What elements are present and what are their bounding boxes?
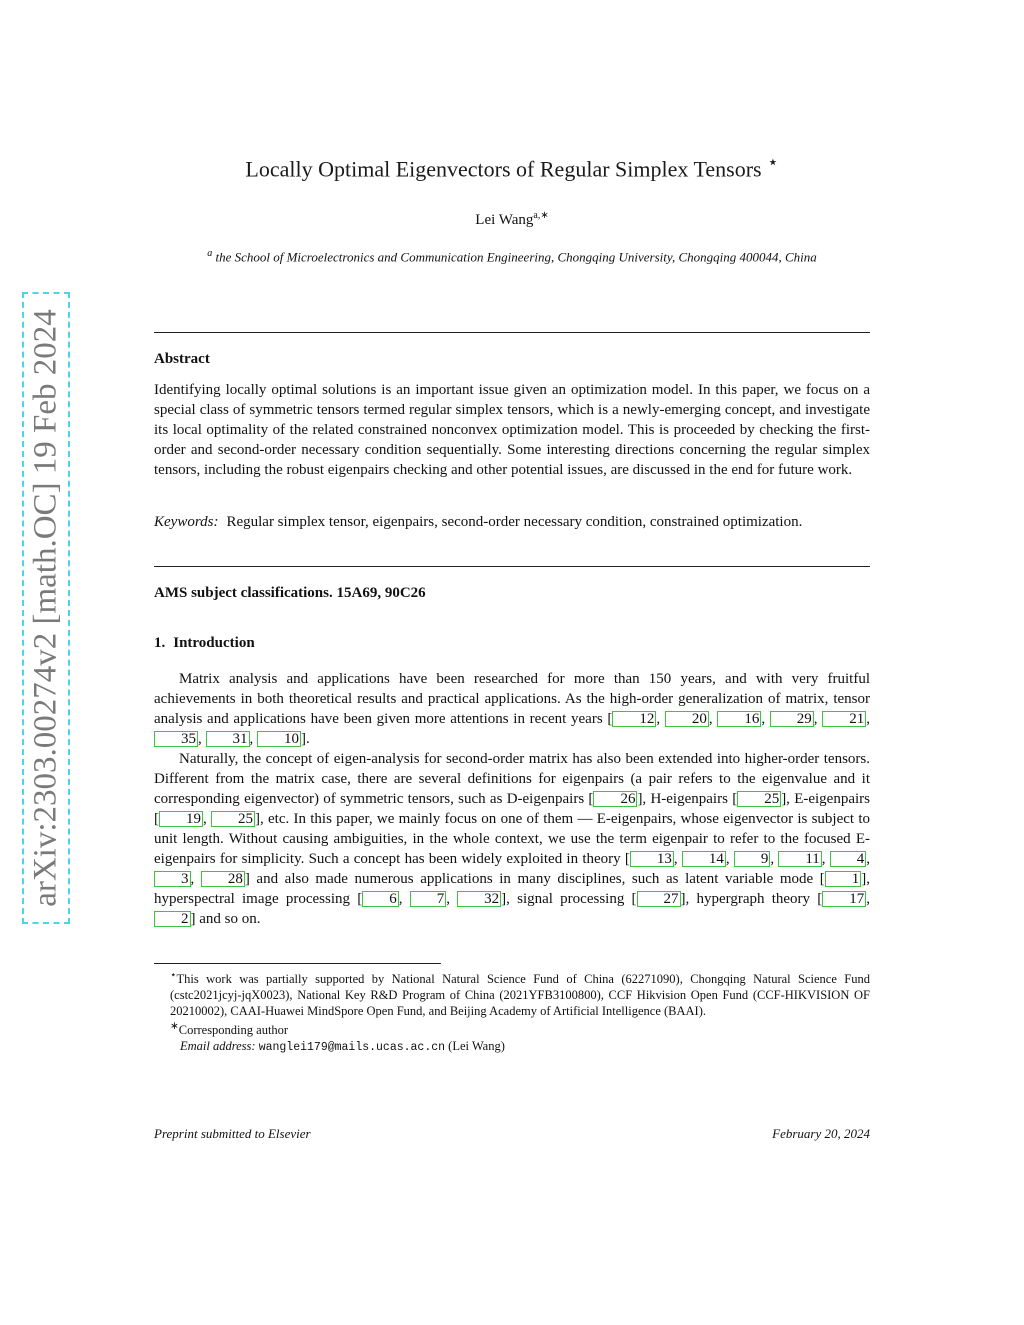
divider-top xyxy=(154,332,870,333)
citation-link[interactable]: 12 xyxy=(612,711,656,727)
citation-link[interactable]: 19 xyxy=(159,811,203,827)
abstract-text: Identifying locally optimal solutions is an important issue given an optimization model. In this paper, we focus on a special class of symmetric tensors termed regular simplex tensors, which is a newly-emerging concept, and investigate its local optimality of the related constrained nonconvex optimization model. This is proceeded by checking the first-order and second-order necessary condition sequentially. Some interesting directions concerning the regular simplex tensors, including the robust eigenpairs checking and other potential issues, are discussed in the end for future work. xyxy=(154,382,870,478)
affiliation-mark: a xyxy=(207,248,213,259)
citation-link[interactable]: 16 xyxy=(717,711,761,727)
citation-link[interactable]: 4 xyxy=(830,851,867,867)
corresponding-text: Corresponding author xyxy=(178,1023,289,1038)
email-link[interactable]: wanglei179@mails.ucas.ac.cn xyxy=(258,1041,446,1055)
citation-link[interactable]: 31 xyxy=(206,731,250,747)
citation-link[interactable]: 28 xyxy=(201,871,245,887)
paragraph-text: ], hyperspectral image processing [ xyxy=(154,871,871,907)
paragraph-text: ] and so on. xyxy=(190,911,261,927)
citation-link[interactable]: 6 xyxy=(362,891,399,907)
section-number: 1. xyxy=(154,635,166,651)
email-footnote xyxy=(154,1038,870,1056)
paragraph-text: Matrix analysis and applications have been researched for more than 150 years, and with very fruitful achievements in both theoretical results and practical applications. As the high-order generalization of matrix, tensor analysis and applications have been given more attentions in recent years [ xyxy=(154,671,870,727)
paragraph-1 xyxy=(154,669,870,749)
footnote-rule xyxy=(154,963,441,964)
abstract-heading: Abstract xyxy=(154,351,210,367)
paragraph-text: ], signal processing [ xyxy=(501,891,637,907)
paragraph-text: ]. xyxy=(301,731,310,747)
citation-link[interactable]: 20 xyxy=(665,711,709,727)
keywords xyxy=(154,512,870,532)
funding-text: This work was partially supported by National Natural Science Fund of China (62271090), Chongqing Natural Science Fund (cstc2021jcyj-jqX0023), National Key R&D Program of China (2021YFB3100800), CCF Hikvision Open Fund (CCF-HIKVISION OF 20210002), CAAI-Huawei MindSpore Open Fund, and Beijing Academy of Artificial Intelligence (BAAI). xyxy=(170,972,870,1019)
citation-link[interactable]: 10 xyxy=(257,731,301,747)
author-marks: a,∗ xyxy=(533,210,549,221)
footer-preprint-note: Preprint submitted to Elsevier xyxy=(154,1126,311,1141)
paragraph-text: ], etc. In this paper, we mainly focus on one of them — E-eigenpairs, whose eigenvector is subject to unit length. Without causing ambiguities, in the whole context, we use the term eigenpair to refer to the focused E-eigenpairs for simplicity. Such a concept has been widely exploited in theory [ xyxy=(154,811,871,867)
paragraph-text: ], hypergraph theory [ xyxy=(680,891,823,907)
corresponding-footnote xyxy=(154,1019,870,1038)
author-name: Lei Wang xyxy=(475,212,534,228)
title-text: Locally Optimal Eigenvectors of Regular Simplex Tensors xyxy=(245,156,762,182)
citation-group: 19 , 25 xyxy=(159,811,255,827)
citation-group: 17 , 2 xyxy=(154,891,870,927)
paragraph-text: ], E-eigenpairs [ xyxy=(154,791,870,827)
paragraph-text: ], H-eigenpairs [ xyxy=(637,791,738,807)
citation-link[interactable]: 27 xyxy=(637,891,681,907)
citation-link[interactable]: 3 xyxy=(154,871,191,887)
title-footnote-mark: ⋆ xyxy=(767,152,779,172)
divider-bottom xyxy=(154,566,870,567)
citation-link[interactable]: 17 xyxy=(822,891,866,907)
email-label: Email address: xyxy=(180,1039,256,1054)
footer-date: February 20, 2024 xyxy=(772,1126,870,1141)
paragraph-2 xyxy=(154,749,870,929)
citation-group: 12 , 20 , 16 , 29 , 21 , 35 , 31 , 10 xyxy=(154,711,870,747)
citation-link[interactable]: 32 xyxy=(457,891,501,907)
citation-link[interactable]: 35 xyxy=(154,731,198,747)
author-line xyxy=(0,210,1024,229)
funding-footnote xyxy=(154,968,870,1019)
keywords-label: Keywords: xyxy=(154,514,219,530)
citation-link[interactable]: 25 xyxy=(211,811,255,827)
email-name: (Lei Wang) xyxy=(448,1039,505,1054)
arxiv-stamp-text: arXiv:2303.00274v2 [math.OC] 19 Feb 2024 xyxy=(27,309,64,907)
arxiv-side-stamp[interactable] xyxy=(22,292,70,924)
paper-title xyxy=(0,152,1024,182)
citation-link[interactable]: 21 xyxy=(822,711,866,727)
citation-group: 6 , 7 , 32 xyxy=(362,891,501,907)
citation-link[interactable]: 13 xyxy=(630,851,674,867)
citation-link[interactable]: 1 xyxy=(825,871,862,887)
citation-link[interactable]: 25 xyxy=(737,791,781,807)
corresponding-mark: ∗ xyxy=(170,1021,179,1033)
paragraph-text: ] and also made numerous applications in many disciplines, such as latent variable mode [ xyxy=(244,871,825,887)
citation-link[interactable]: 11 xyxy=(778,851,821,867)
citation-link[interactable]: 29 xyxy=(770,711,814,727)
ams-classification: AMS subject classifications. 15A69, 90C26 xyxy=(154,585,426,601)
affiliation xyxy=(160,245,864,265)
introduction-body xyxy=(154,669,870,929)
paragraph-text: Naturally, the concept of eigen-analysis for second-order matrix has also been extended into higher-order tensors. Different from the matrix case, there are several definitions for eigenpairs (a pair refers to the eigenvalue and it corresponding eigenvector) of symmetric tensors, such as D-eigenpairs [ xyxy=(154,751,870,807)
citation-group: 13 , 14 , 9 , 11 , 4 , 3 , 28 xyxy=(154,851,870,887)
funding-mark: ⋆ xyxy=(170,970,177,981)
citation-link[interactable]: 9 xyxy=(734,851,771,867)
keywords-text: Regular simplex tensor, eigenpairs, second-order necessary condition, constrained optimization. xyxy=(226,514,803,530)
section-heading xyxy=(154,635,870,652)
section-title: Introduction xyxy=(173,635,255,651)
citation-link[interactable]: 2 xyxy=(154,911,191,927)
citation-link[interactable]: 26 xyxy=(593,791,637,807)
citation-link[interactable]: 14 xyxy=(682,851,726,867)
footnotes xyxy=(154,968,870,1056)
citation-link[interactable]: 7 xyxy=(410,891,447,907)
affiliation-text: the School of Microelectronics and Communication Engineering, Chongqing University, Chongqing 400044, China xyxy=(215,249,817,265)
